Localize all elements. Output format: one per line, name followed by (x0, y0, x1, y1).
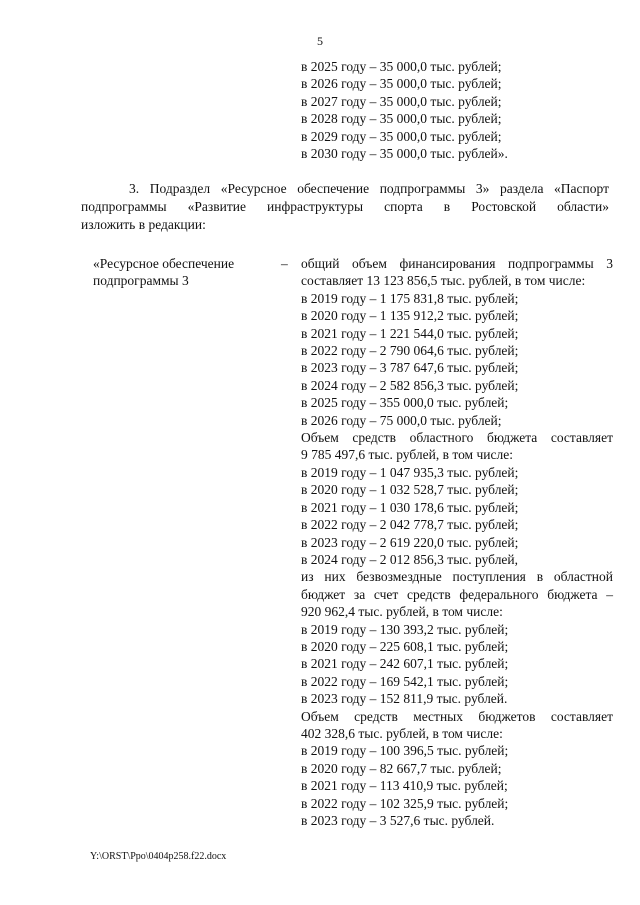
list-item: в 2023 году – 3 787 647,6 тыс. рублей; (301, 360, 519, 376)
list-item: в 2022 году – 2 790 064,6 тыс. рублей; (301, 343, 519, 359)
list-item: составляет 13 123 856,5 тыс. рублей, в том числе: (301, 273, 586, 289)
list-item: в 2023 году – 2 619 220,0 тыс. рублей; (301, 534, 519, 550)
list-item: в 2021 году – 242 607,1 тыс. рублей; (301, 656, 509, 672)
label-line: «Ресурсное обеспечение (93, 256, 235, 271)
list-item: в 2020 году – 82 667,7 тыс. рублей; (301, 760, 502, 776)
page-number: 5 (317, 34, 323, 48)
list-item: в 2022 году – 2 042 778,7 тыс. рублей; (301, 517, 519, 533)
paragraph-line: изложить в редакции: (81, 216, 206, 232)
list-item: в 2027 году – 35 000,0 тыс. рублей; (301, 93, 502, 109)
list-item: в 2026 году – 35 000,0 тыс. рублей; (301, 76, 502, 92)
section-label (93, 255, 234, 290)
paragraph-line: подпрограммы «Развитие инфраструктуры спорта в Ростовской области» (81, 198, 609, 214)
list-item: в 2022 году – 102 325,9 тыс. рублей; (301, 795, 509, 811)
funding-details-list (301, 255, 613, 829)
list-item: Объем средств областного бюджета составляет (301, 430, 613, 446)
list-item: в 2025 году – 35 000,0 тыс. рублей; (301, 59, 502, 74)
label-dash: – (281, 256, 288, 271)
amendment-paragraph (81, 180, 609, 233)
list-item: в 2028 году – 35 000,0 тыс. рублей; (301, 111, 502, 127)
list-item: в 2019 году – 1 175 831,8 тыс. рублей; (301, 290, 519, 306)
list-item: бюджет за счет средств федерального бюджета – (301, 586, 613, 602)
list-item: в 2024 году – 2 012 856,3 тыс. рублей, (301, 551, 519, 567)
list-item: в 2024 году – 2 582 856,3 тыс. рублей; (301, 377, 519, 393)
list-item: в 2021 году – 1 221 544,0 тыс. рублей; (301, 325, 519, 341)
file-path-footer: Y:\ORST\Ppo\0404p258.f22.docx (90, 851, 227, 862)
list-item: в 2020 году – 1 032 528,7 тыс. рублей; (301, 482, 519, 498)
list-item: в 2019 году – 130 393,2 тыс. рублей; (301, 621, 509, 637)
paragraph-line: 3. Подраздел «Ресурсное обеспечение подпрограммы 3» раздела «Паспорт (129, 181, 609, 196)
list-item: 9 785 497,6 тыс. рублей, в том числе: (301, 447, 513, 463)
list-item: в 2019 году – 1 047 935,3 тыс. рублей; (301, 464, 519, 480)
funding-by-year-list-top (301, 58, 613, 162)
list-item: в 2023 году – 3 527,6 тыс. рублей. (301, 813, 495, 828)
list-item: в 2030 году – 35 000,0 тыс. рублей». (301, 146, 508, 162)
list-item: в 2022 году – 169 542,1 тыс. рублей; (301, 673, 509, 689)
list-item: 402 328,6 тыс. рублей, в том числе: (301, 725, 503, 741)
list-item: в 2026 году – 75 000,0 тыс. рублей; (301, 412, 502, 428)
label-line: подпрограммы 3 (93, 273, 189, 289)
list-item: в 2025 году – 355 000,0 тыс. рублей; (301, 395, 509, 411)
list-item: Объем средств местных бюджетов составляет (301, 708, 613, 724)
list-item: в 2021 году – 1 030 178,6 тыс. рублей; (301, 499, 519, 515)
list-item: 920 962,4 тыс. рублей, в том числе: (301, 604, 503, 620)
list-item: в 2023 году – 152 811,9 тыс. рублей. (301, 691, 508, 707)
list-item: в 2020 году – 225 608,1 тыс. рублей; (301, 638, 509, 654)
list-item: в 2020 году – 1 135 912,2 тыс. рублей; (301, 308, 519, 324)
list-item: в 2019 году – 100 396,5 тыс. рублей; (301, 743, 509, 759)
list-item: в 2021 году – 113 410,9 тыс. рублей; (301, 778, 508, 794)
list-item: общий объем финансирования подпрограммы 3 (301, 256, 613, 271)
list-item: в 2029 году – 35 000,0 тыс. рублей; (301, 128, 502, 144)
list-item: из них безвозмездные поступления в областной (301, 569, 613, 585)
